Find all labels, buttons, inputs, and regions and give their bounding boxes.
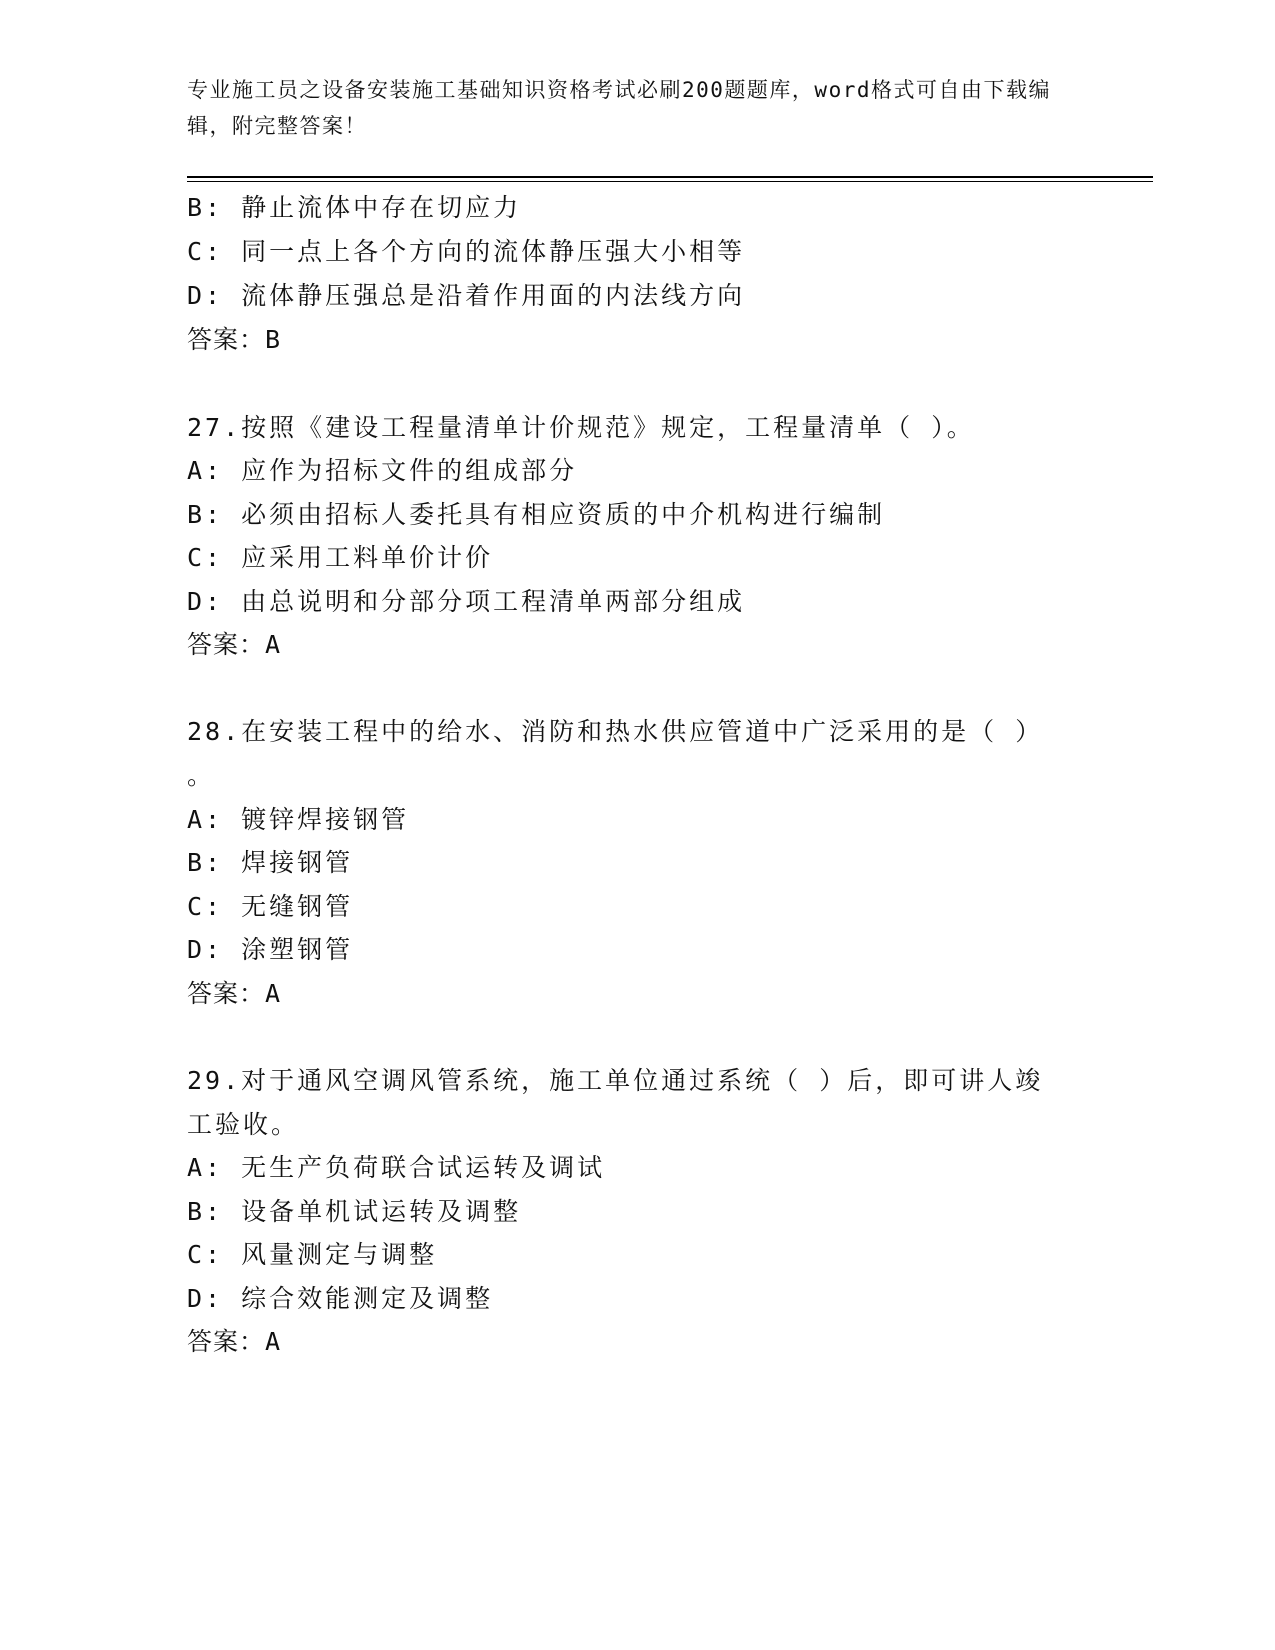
q28-option-b: B: 焊接钢管 [187,848,354,877]
q29-option-c: C: 风量测定与调整 [187,1240,438,1269]
q26-option-c: C: 同一点上各个方向的流体静压强大小相等 [187,237,746,266]
q28-answer: 答案：A [187,979,282,1008]
q27-option-d: D: 由总说明和分部分项工程清单两部分组成 [187,587,746,616]
q28-stem-cont: 。 [187,761,216,790]
q29-option-a: A: 无生产负荷联合试运转及调试 [187,1153,606,1182]
q29-answer: 答案：A [187,1327,282,1356]
q27-answer: 答案：A [187,630,282,659]
q29-option-b: B: 设备单机试运转及调整 [187,1197,522,1226]
header-rule [187,176,1153,178]
document-header: 专业施工员之设备安装施工基础知识资格考试必刷200题题库，word格式可自由下载编辑，附完整答案！ [187,78,1051,138]
q28-option-d: D: 涂塑钢管 [187,935,354,964]
header-rule-thin [187,181,1153,182]
q29-stem: 29.对于通风空调风管系统，施工单位通过系统（ ）后，即可讲人竣 [187,1066,1044,1095]
q28-stem: 28.在安装工程中的给水、消防和热水供应管道中广泛采用的是（ ） [187,717,1044,746]
q27-option-b: B: 必须由招标人委托具有相应资质的中介机构进行编制 [187,500,886,529]
q27-stem: 27.按照《建设工程量清单计价规范》规定，工程量清单（ ）。 [187,413,975,442]
q27-option-a: A: 应作为招标文件的组成部分 [187,456,578,485]
q29-stem-cont: 工验收。 [187,1110,300,1139]
q26-answer: 答案：B [187,325,282,354]
q28-option-a: A: 镀锌焊接钢管 [187,805,410,834]
q29-option-d: D: 综合效能测定及调整 [187,1284,494,1313]
q27-option-c: C: 应采用工料单价计价 [187,543,494,572]
q26-option-d: D: 流体静压强总是沿着作用面的内法线方向 [187,281,746,310]
q26-option-b: B: 静止流体中存在切应力 [187,193,522,222]
q28-option-c: C: 无缝钢管 [187,892,354,921]
